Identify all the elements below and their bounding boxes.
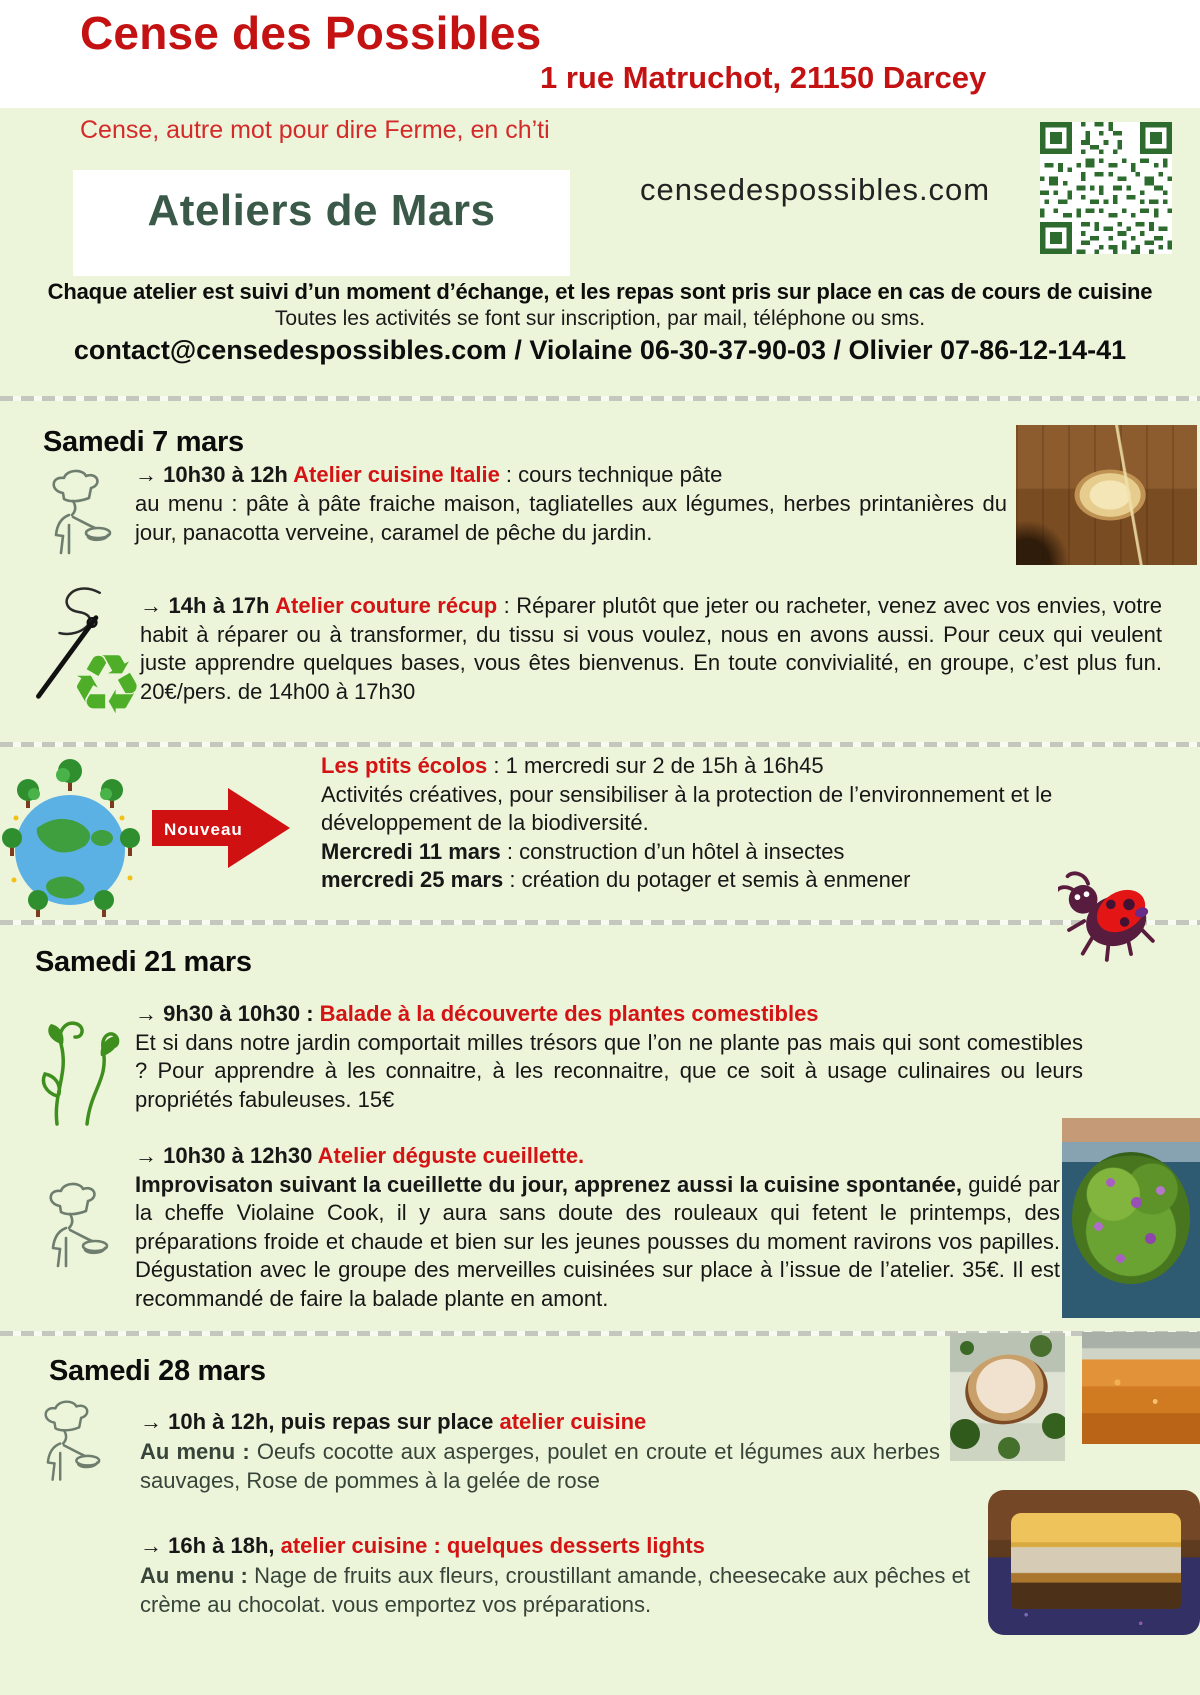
balade-title-line [135, 1000, 1083, 1029]
workshop-subtitle: : cours technique pâte [499, 462, 723, 487]
ladybug-icon [1058, 855, 1163, 970]
gratin-photo [1082, 1332, 1200, 1444]
program-title: Les ptits écolos [321, 753, 488, 778]
recycle-icon: ♻ [70, 640, 144, 731]
earth-trees-icon [2, 748, 142, 918]
cuisine-italie-menu: au menu : pâte à pâte fraiche maison, tagliatelles aux légumes, herbes printanières du jour, panacotta verveine, caramel de pêche du jardin. [135, 491, 1007, 545]
desserts-menu [140, 1562, 970, 1619]
poulet-photo [950, 1333, 1065, 1461]
workshop-description: : Réparer plutôt que jeter ou racheter, venez avec vos envies, votre habit à réparer ou à transformer, du tissu si vous voulez, nous en avons aussi. Pour ceux qui veulent juste apprendre quelques bases, vous êtes bienvenus. En toute convivialité, en groupe, c’est plus fun. 20€/pers. de 14h00 à 17h30 [140, 593, 1163, 704]
photo-detail [1072, 1152, 1191, 1284]
pasta-photo [1016, 425, 1197, 565]
ecolos-block [321, 752, 1136, 895]
date-label: Mercredi 11 mars [321, 838, 501, 864]
day-heading-7-mars: Samedi 7 mars [43, 426, 244, 458]
description-lead: Improvisaton suivant la cueillette du jour, apprenez aussi la cuisine spontanée, [135, 1171, 963, 1197]
chef-icon [33, 465, 133, 565]
balade-description: Et si dans notre jardin comportait milles trésors que l’on ne plante pas mais qui sont comestibles ? Pour apprendre à les connaitre, à les reconnaitre, que ce soit à usage culinaires ou leurs propriétés fabuleuses. 15€ [135, 1029, 1083, 1112]
time-label: → 16h à 18h, [140, 1533, 281, 1558]
banner-box [73, 170, 570, 276]
menu-items: Oeufs cocotte aux asperges, poulet en croute et légumes aux herbes sauvages, Rose de pommes à la gelée de rose [140, 1439, 940, 1493]
day-heading-28-mars: Samedi 28 mars [49, 1355, 266, 1387]
deguste-description [135, 1171, 1060, 1314]
qr-code-icon [1040, 122, 1172, 254]
workshop-title: atelier cuisine [499, 1409, 647, 1434]
banner-title: Ateliers de Mars [147, 186, 496, 235]
day-heading-21-mars: Samedi 21 mars [35, 946, 252, 978]
time-label: → 14h à 17h [140, 593, 276, 618]
cuisine-italie-title-line [135, 461, 1015, 490]
balade-block [135, 1000, 1083, 1114]
nouveau-label: Nouveau [164, 820, 243, 839]
couture-block [140, 592, 1162, 706]
deguste-title-line [135, 1142, 1060, 1171]
time-label: → 10h30 à 12h [135, 462, 294, 487]
photo-detail [959, 1347, 1054, 1432]
cuisine-28-menu [140, 1438, 940, 1495]
section-divider [0, 396, 1200, 401]
cheesecake-photo [988, 1490, 1200, 1635]
page-title: Cense des Possibles [80, 7, 542, 59]
desserts-title-line [140, 1532, 1000, 1561]
program-schedule: : 1 mercredi sur 2 de 15h à 16h45 [487, 753, 824, 778]
contact-line: contact@censedespossibles.com / Violaine 06-30-37-90-03 / Olivier 07-86-12-14-41 [73, 335, 1127, 365]
date-activity: : création du potager et semis à enmener [503, 867, 911, 892]
ecolos-title-line [321, 752, 1136, 781]
ecolos-description: Activités créatives, pour sensibiliser à la protection de l’environnement et le développement de la biodiversité. [321, 781, 1053, 835]
ecolos-date-2 [321, 866, 1136, 895]
time-label: → 10h30 à 12h30 [135, 1143, 318, 1168]
menu-label: Au menu : [140, 1563, 255, 1588]
menu-label: Au menu : [140, 1439, 257, 1464]
workshop-title: Atelier couture récup [275, 593, 498, 618]
workshop-title: Atelier cuisine Italie [293, 462, 500, 487]
date-activity: : construction d’un hôtel à insectes [500, 838, 845, 864]
deguste-block [135, 1142, 1060, 1313]
section-divider [0, 920, 1200, 925]
nouveau-arrow-badge [152, 776, 292, 881]
workshop-title: Atelier déguste cueillette. [317, 1143, 585, 1168]
website-url: censedespossibles.com [640, 172, 991, 207]
ecolos-date-1 [321, 838, 1136, 867]
intro-note-line: Toutes les activités se font sur inscription, par mail, téléphone ou sms. [274, 307, 926, 330]
salad-photo [1062, 1118, 1200, 1318]
photo-detail [960, 1341, 974, 1355]
photo-detail [1011, 1513, 1181, 1609]
subtitle: Cense, autre mot pour dire Ferme, en ch’ti [80, 116, 550, 144]
workshop-title: Balade à la découverte des plantes comestibles [319, 1001, 819, 1026]
menu-items: Nage de fruits aux fleurs, croustillant amande, cheesecake aux pêches et crème au chocolat. vous emportez vos préparations. [140, 1563, 971, 1617]
description-body: guidé par la cheffe Violaine Cook, il y aura sans doute des rouleaux qui fetent le printemps, des préparations froide et chaude et bien sur les jeunes pousses du moment ravirons vos papilles. Dégustation avec le groupe des merveilles cuisinées sur place à l’issue de l’atelier. 35€. Il est recommandé de faire la balade plante en amont. [135, 1171, 1060, 1311]
section-divider [0, 742, 1200, 747]
chef-icon [30, 1178, 130, 1278]
workshop-title: atelier cuisine : quelques desserts lights [280, 1533, 705, 1558]
time-label: → 9h30 à 10h30 : [135, 1001, 320, 1026]
chef-icon [26, 1396, 121, 1491]
intro-bold-line: Chaque atelier est suivi d’un moment d’échange, et les repas sont pris sur place en cas de cours de cuisine [47, 279, 1153, 304]
time-label: → 10h à 12h, puis repas sur place [140, 1409, 500, 1434]
cuisine-28-title-line [140, 1408, 1000, 1437]
address-line: 1 rue Matruchot, 21150 Darcey [540, 60, 987, 95]
sprout-plant-icon [35, 995, 130, 1127]
date-label: mercredi 25 mars [321, 867, 504, 892]
